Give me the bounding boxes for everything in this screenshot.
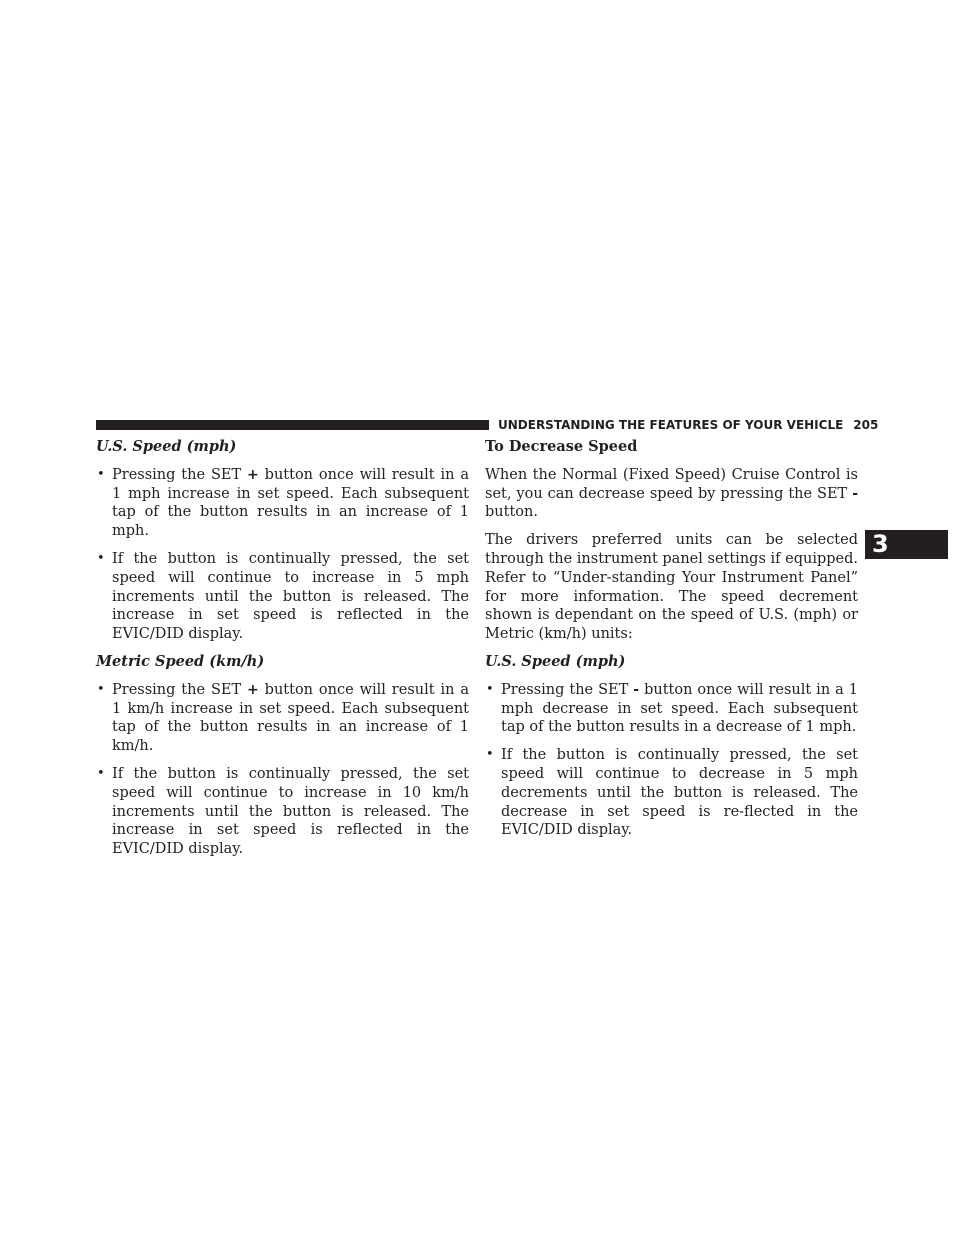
list-item	[96, 466, 469, 541]
list-item-text: Pressing the SET	[501, 681, 634, 698]
bullet-icon: •	[486, 681, 494, 697]
list-item-text: button once will result in a 1 mph decrease in set speed. Each subsequent tap of the button results in a decrease of 1 mph.	[501, 681, 858, 736]
page-number: 205	[853, 418, 879, 432]
us-speed-list	[96, 466, 469, 644]
paragraph-text: button.	[485, 504, 538, 521]
list-item-text: button once will result in a 1 km/h increase in set speed. Each subsequent tap of the button results in an increase of 1 km/h.	[112, 681, 469, 755]
metric-speed-list	[96, 681, 469, 859]
list-item-text: If the button is continually pressed, the set speed will continue to decrease in 5 mph decrements until the button is released. The decrease in set speed is re-flected in the EVIC/DID display.	[501, 747, 858, 839]
decrease-speed-heading: To Decrease Speed	[485, 438, 638, 455]
paragraph: The drivers preferred units can be selected through the instrument panel settings if equipped. Refer to “Under-standing Your Instrument Panel” for more information. The speed decrement shown is dependant on the speed of U.S. (mph) or Metric (km/h) units:	[485, 532, 858, 643]
running-header	[498, 417, 879, 433]
list-item	[485, 746, 858, 840]
left-column	[96, 438, 469, 868]
chapter-tab	[865, 530, 948, 559]
minus-symbol: -	[852, 485, 858, 502]
section-title: UNDERSTANDING THE FEATURES OF YOUR VEHICLE	[498, 418, 844, 432]
chapter-number: 3	[872, 530, 889, 558]
us-speed-heading: U.S. Speed (mph)	[96, 438, 237, 455]
right-column	[485, 438, 858, 849]
bullet-icon: •	[97, 765, 105, 781]
list-item-text: If the button is continually pressed, the set speed will continue to increase in 10 km/h increments until the button is released. The increase in set speed is reflected in the EVIC/DID display.	[112, 765, 469, 858]
list-item	[96, 550, 469, 644]
minus-symbol: -	[633, 681, 640, 698]
bullet-icon: •	[97, 550, 105, 566]
list-item-text: If the button is continually pressed, the set speed will continue to increase in 5 mph increments until the button is released. The increase in set speed is reflected in the EVIC/DID display.	[112, 550, 469, 643]
bullet-icon: •	[486, 747, 494, 763]
header-rule	[96, 420, 489, 430]
paragraph	[485, 466, 858, 522]
list-item	[96, 681, 469, 756]
plus-symbol: +	[247, 466, 259, 483]
list-item-text: Pressing the SET	[112, 681, 248, 698]
list-item-text: Pressing the SET	[112, 466, 248, 483]
list-item	[485, 681, 858, 737]
list-item	[96, 765, 469, 859]
us-speed-decrease-list	[485, 681, 858, 840]
plus-symbol: +	[247, 681, 259, 698]
metric-speed-heading: Metric Speed (km/h)	[96, 652, 265, 670]
list-item-text: button once will result in a 1 mph increase in set speed. Each subsequent tap of the button results in an increase of 1 mph.	[112, 466, 469, 540]
bullet-icon: •	[97, 681, 105, 697]
us-speed-heading: U.S. Speed (mph)	[485, 652, 626, 670]
paragraph-text: When the Normal (Fixed Speed) Cruise Control is set, you can decrease speed by pressing the SET	[485, 466, 858, 502]
bullet-icon: •	[97, 466, 105, 482]
